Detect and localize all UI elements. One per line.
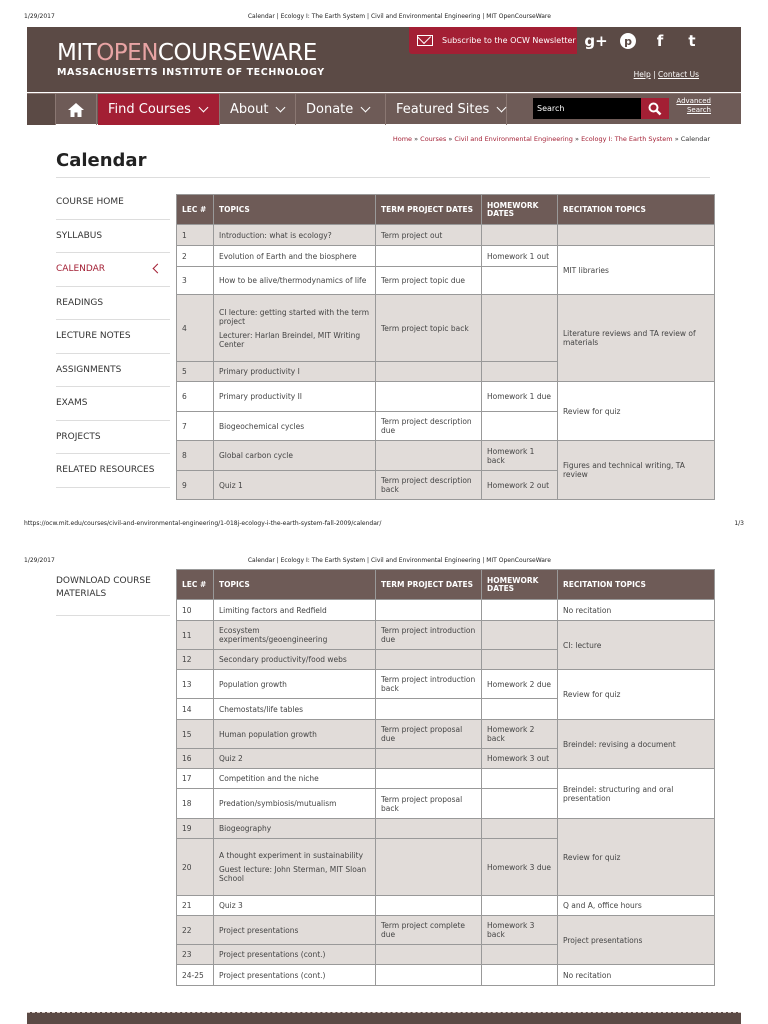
nav-donate[interactable] bbox=[296, 94, 386, 125]
chevron-down-icon bbox=[276, 103, 286, 113]
home-button[interactable] bbox=[55, 94, 97, 125]
col-header: RECITATION TOPICS bbox=[558, 195, 715, 225]
chevron-down-icon bbox=[497, 103, 507, 113]
rec-cell: No recitation bbox=[558, 965, 715, 986]
table-row bbox=[177, 916, 715, 945]
sidebar-item-lecture-notes[interactable] bbox=[56, 320, 170, 354]
rec-cell bbox=[558, 225, 715, 246]
facebook-icon[interactable]: f bbox=[656, 31, 664, 50]
sidebar-item-label: CALENDAR bbox=[56, 264, 106, 275]
lec-cell: 4 bbox=[177, 295, 214, 362]
breadcrumb-current: Calendar bbox=[680, 135, 710, 143]
project-cell: Term project introduction due bbox=[376, 621, 482, 650]
advanced-line1: Advanced bbox=[676, 97, 711, 105]
logo-courseware: COURSEWARE bbox=[157, 40, 317, 66]
topic-line: Lecturer: Harlan Breindel, MIT Writing Center bbox=[219, 330, 361, 349]
hw-cell: Homework 3 out bbox=[482, 749, 558, 769]
nav-donate-label: Donate bbox=[306, 102, 354, 117]
nav-about[interactable] bbox=[220, 94, 296, 125]
lec-cell: 24-25 bbox=[177, 965, 214, 986]
main-nav bbox=[27, 93, 741, 124]
pinterest-icon[interactable] bbox=[613, 27, 643, 54]
project-cell bbox=[376, 699, 482, 720]
project-cell: Term project topic due bbox=[376, 267, 482, 295]
print-page: 1/3 bbox=[734, 520, 744, 527]
topic-cell: Ecosystem experiments/geoengineering bbox=[214, 621, 376, 650]
breadcrumb-sep: » bbox=[674, 135, 679, 143]
contact-link[interactable]: Contact Us bbox=[658, 70, 699, 79]
lec-cell: 3 bbox=[177, 267, 214, 295]
breadcrumb-sep: » bbox=[575, 135, 579, 143]
page-title: Calendar bbox=[56, 150, 147, 171]
project-cell: Term project proposal due bbox=[376, 720, 482, 749]
topic-cell: Predation/symbiosis/mutualism bbox=[214, 789, 376, 819]
table-row bbox=[177, 720, 715, 749]
table-row bbox=[177, 769, 715, 789]
sidebar-item-related-resources[interactable] bbox=[56, 454, 170, 488]
col-header: TOPICS bbox=[214, 570, 376, 600]
site-header bbox=[27, 27, 741, 92]
topic-cell bbox=[214, 295, 376, 362]
topic-cell: Quiz 3 bbox=[214, 896, 376, 916]
sidebar-item-label: PROJECTS bbox=[56, 431, 101, 442]
rec-cell: Figures and technical writing, TA review bbox=[558, 441, 715, 500]
sidebar-item-label: DOWNLOAD COURSE MATERIALS bbox=[56, 576, 151, 599]
print-url: https://ocw.mit.edu/courses/civil-and-environmental-engineering/1-018j-ecology-i-the-earth-system-fall-2009/calendar/ bbox=[24, 520, 382, 527]
table-row bbox=[177, 896, 715, 916]
hw-cell bbox=[482, 789, 558, 819]
project-cell: Term project introduction back bbox=[376, 670, 482, 699]
hw-cell bbox=[482, 699, 558, 720]
hw-cell: Homework 2 due bbox=[482, 670, 558, 699]
topic-cell: Limiting factors and Redfield bbox=[214, 600, 376, 621]
project-cell bbox=[376, 839, 482, 896]
topic-cell: Quiz 1 bbox=[214, 471, 376, 500]
project-cell: Term project out bbox=[376, 225, 482, 246]
topic-cell: Evolution of Earth and the biosphere bbox=[214, 246, 376, 267]
help-separator: | bbox=[653, 70, 656, 79]
google-plus-icon[interactable]: g+ bbox=[584, 31, 608, 50]
project-cell bbox=[376, 749, 482, 769]
project-cell bbox=[376, 819, 482, 839]
topic-cell: Project presentations (cont.) bbox=[214, 945, 376, 965]
print-title: Calendar | Ecology I: The Earth System | Civil and Environmental Engineering | MIT OpenCourseWare bbox=[247, 13, 551, 20]
sidebar-item-label: EXAMS bbox=[56, 398, 88, 409]
topic-cell: Chemostats/life tables bbox=[214, 699, 376, 720]
nav-about-label: About bbox=[230, 102, 269, 117]
project-cell: Term project description due bbox=[376, 412, 482, 441]
breadcrumb-sep: » bbox=[448, 135, 453, 143]
breadcrumb-dept[interactable]: Civil and Environmental Engineering bbox=[454, 135, 573, 143]
search-icon bbox=[648, 102, 662, 116]
hw-cell bbox=[482, 819, 558, 839]
project-cell bbox=[376, 896, 482, 916]
col-header: LEC # bbox=[177, 195, 214, 225]
lec-cell: 11 bbox=[177, 621, 214, 650]
title-divider bbox=[56, 177, 710, 178]
twitter-icon[interactable]: t bbox=[688, 31, 696, 50]
table-row bbox=[177, 382, 715, 412]
sidebar-item-readings[interactable] bbox=[56, 287, 170, 321]
project-cell bbox=[376, 945, 482, 965]
rec-cell: Literature reviews and TA review of materials bbox=[558, 295, 715, 382]
rec-cell: Breindel: structuring and oral presentation bbox=[558, 769, 715, 819]
table-row bbox=[177, 621, 715, 650]
print-footer bbox=[24, 520, 744, 527]
calendar-table-continued bbox=[176, 569, 715, 986]
hw-cell: Homework 3 back bbox=[482, 916, 558, 945]
project-cell bbox=[376, 382, 482, 412]
project-cell: Term project description back bbox=[376, 471, 482, 500]
sidebar-item-label: ASSIGNMENTS bbox=[56, 364, 122, 375]
hw-cell bbox=[482, 965, 558, 986]
logo-subtitle: MASSACHUSETTS INSTITUTE OF TECHNOLOGY bbox=[57, 67, 325, 78]
project-cell bbox=[376, 441, 482, 471]
project-cell bbox=[376, 246, 482, 267]
project-cell bbox=[376, 965, 482, 986]
course-sidebar-continued bbox=[56, 575, 170, 616]
topic-cell: Primary productivity II bbox=[214, 382, 376, 412]
col-header: RECITATION TOPICS bbox=[558, 570, 715, 600]
topic-cell: Global carbon cycle bbox=[214, 441, 376, 471]
lec-cell: 18 bbox=[177, 789, 214, 819]
calendar-table bbox=[176, 194, 715, 500]
rec-cell: Q and A, office hours bbox=[558, 896, 715, 916]
ocw-logo[interactable] bbox=[57, 41, 325, 78]
nav-find-courses[interactable] bbox=[98, 94, 220, 125]
print-title: Calendar | Ecology I: The Earth System | Civil and Environmental Engineering | MIT OpenCourseWare bbox=[247, 557, 551, 564]
rec-cell: Breindel: revising a document bbox=[558, 720, 715, 769]
project-cell bbox=[376, 650, 482, 670]
col-header: TOPICS bbox=[214, 195, 376, 225]
sidebar-item-label: LECTURE NOTES bbox=[56, 331, 131, 342]
breadcrumb-sep: » bbox=[414, 135, 419, 143]
topic-line: Guest lecture: John Sterman, MIT Sloan School bbox=[219, 865, 367, 883]
table-row bbox=[177, 670, 715, 699]
table-row bbox=[177, 819, 715, 839]
chevron-down-icon bbox=[361, 103, 371, 113]
sidebar-item-label: RELATED RESOURCES bbox=[56, 465, 155, 476]
hw-cell bbox=[482, 896, 558, 916]
topic-cell: Project presentations (cont.) bbox=[214, 965, 376, 986]
col-header: LEC # bbox=[177, 570, 214, 600]
topic-line: CI lecture: getting started with the term project bbox=[219, 307, 370, 326]
print-date: 1/29/2017 bbox=[24, 557, 55, 564]
lec-cell: 5 bbox=[177, 362, 214, 382]
newsletter-button[interactable] bbox=[409, 27, 577, 54]
topic-cell: Biogeography bbox=[214, 819, 376, 839]
table-row bbox=[177, 295, 715, 362]
rec-cell: CI: lecture bbox=[558, 621, 715, 670]
sidebar-item-label: COURSE HOME bbox=[56, 197, 124, 208]
lec-cell: 9 bbox=[177, 471, 214, 500]
home-icon bbox=[67, 102, 85, 118]
logo-open: OPEN bbox=[96, 40, 158, 66]
advanced-line2: Search bbox=[686, 106, 711, 114]
lec-cell: 20 bbox=[177, 839, 214, 896]
lec-cell: 6 bbox=[177, 382, 214, 412]
col-header: TERM PROJECT DATES bbox=[376, 570, 482, 600]
project-cell bbox=[376, 362, 482, 382]
topic-cell: Secondary productivity/food webs bbox=[214, 650, 376, 670]
table-row bbox=[177, 965, 715, 986]
lec-cell: 22 bbox=[177, 916, 214, 945]
help-links bbox=[634, 70, 699, 79]
table-header-row bbox=[177, 570, 715, 600]
nav-find-courses-label: Find Courses bbox=[108, 102, 191, 117]
lec-cell: 10 bbox=[177, 600, 214, 621]
breadcrumb-courses[interactable]: Courses bbox=[420, 135, 447, 143]
topic-cell: Biogeochemical cycles bbox=[214, 412, 376, 441]
hw-cell: Homework 1 out bbox=[482, 246, 558, 267]
lec-cell: 2 bbox=[177, 246, 214, 267]
sidebar-item-exams[interactable] bbox=[56, 387, 170, 421]
col-header: HOMEWORK DATES bbox=[482, 570, 558, 600]
sidebar-item-assignments[interactable] bbox=[56, 354, 170, 388]
lec-cell: 23 bbox=[177, 945, 214, 965]
project-cell bbox=[376, 600, 482, 621]
rec-cell: No recitation bbox=[558, 600, 715, 621]
project-cell: Term project topic back bbox=[376, 295, 482, 362]
hw-cell bbox=[482, 769, 558, 789]
hw-cell bbox=[482, 295, 558, 362]
envelope-icon bbox=[417, 35, 433, 46]
topic-cell: Primary productivity I bbox=[214, 362, 376, 382]
lec-cell: 14 bbox=[177, 699, 214, 720]
topic-cell bbox=[214, 839, 376, 896]
course-sidebar bbox=[56, 186, 170, 488]
breadcrumb-home[interactable]: Home bbox=[392, 135, 413, 143]
newsletter-label: Subscribe to the OCW Newsletter bbox=[442, 36, 576, 45]
sidebar-item-label: SYLLABUS bbox=[56, 230, 103, 241]
hw-cell: Homework 1 back bbox=[482, 441, 558, 471]
print-header bbox=[24, 557, 744, 564]
col-header: HOMEWORK DATES bbox=[482, 195, 558, 225]
sidebar-item-download[interactable] bbox=[56, 575, 170, 616]
rec-cell: MIT libraries bbox=[558, 246, 715, 295]
nav-featured-label: Featured Sites bbox=[396, 102, 490, 117]
project-cell bbox=[376, 769, 482, 789]
hw-cell: Homework 2 back bbox=[482, 720, 558, 749]
sidebar-item-label: READINGS bbox=[56, 297, 104, 308]
lec-cell: 12 bbox=[177, 650, 214, 670]
sidebar-item-projects[interactable] bbox=[56, 421, 170, 455]
project-cell: Term project complete due bbox=[376, 916, 482, 945]
topic-cell: Project presentations bbox=[214, 916, 376, 945]
table-row bbox=[177, 600, 715, 621]
chevron-left-icon bbox=[153, 264, 163, 274]
table-row bbox=[177, 246, 715, 267]
project-cell: Term project proposal back bbox=[376, 789, 482, 819]
svg-text:p: p bbox=[624, 34, 632, 48]
help-link[interactable]: Help bbox=[633, 70, 651, 79]
lec-cell: 13 bbox=[177, 670, 214, 699]
table-header-row bbox=[177, 195, 715, 225]
hw-cell: Homework 2 out bbox=[482, 471, 558, 500]
topic-cell: Quiz 2 bbox=[214, 749, 376, 769]
hw-cell bbox=[482, 621, 558, 650]
lec-cell: 15 bbox=[177, 720, 214, 749]
topic-cell: How to be alive/thermodynamics of life bbox=[214, 267, 376, 295]
advanced-search-link[interactable] bbox=[673, 97, 711, 115]
topic-cell: Population growth bbox=[214, 670, 376, 699]
lec-cell: 21 bbox=[177, 896, 214, 916]
lec-cell: 8 bbox=[177, 441, 214, 471]
lec-cell: 7 bbox=[177, 412, 214, 441]
rec-cell: Review for quiz bbox=[558, 382, 715, 441]
sidebar-item-calendar[interactable] bbox=[56, 253, 170, 287]
hw-cell bbox=[482, 650, 558, 670]
print-date: 1/29/2017 bbox=[24, 13, 55, 20]
rec-cell: Review for quiz bbox=[558, 819, 715, 896]
hw-cell: Homework 1 due bbox=[482, 382, 558, 412]
lec-cell: 16 bbox=[177, 749, 214, 769]
table-row bbox=[177, 441, 715, 471]
hw-cell bbox=[482, 600, 558, 621]
sidebar-item-course-home[interactable] bbox=[56, 186, 170, 220]
hw-cell bbox=[482, 225, 558, 246]
rec-cell: Project presentations bbox=[558, 916, 715, 965]
nav-spacer bbox=[27, 94, 55, 125]
chevron-down-icon bbox=[198, 103, 208, 113]
hw-cell bbox=[482, 945, 558, 965]
breadcrumb-course[interactable]: Ecology I: The Earth System bbox=[581, 135, 673, 143]
lec-cell: 17 bbox=[177, 769, 214, 789]
search-button[interactable] bbox=[641, 98, 669, 119]
lec-cell: 1 bbox=[177, 225, 214, 246]
table-row bbox=[177, 225, 715, 246]
lec-cell: 19 bbox=[177, 819, 214, 839]
col-header: TERM PROJECT DATES bbox=[376, 195, 482, 225]
logo-mit: MIT bbox=[57, 40, 97, 66]
hw-cell: Homework 3 due bbox=[482, 839, 558, 896]
nav-featured-sites[interactable] bbox=[386, 94, 507, 125]
topic-cell: Introduction: what is ecology? bbox=[214, 225, 376, 246]
hw-cell bbox=[482, 412, 558, 441]
hw-cell bbox=[482, 362, 558, 382]
print-header bbox=[24, 13, 744, 20]
breadcrumb bbox=[393, 135, 710, 143]
topic-cell: Human population growth bbox=[214, 720, 376, 749]
hw-cell bbox=[482, 267, 558, 295]
topic-line: A thought experiment in sustainability bbox=[219, 851, 364, 860]
sidebar-item-syllabus[interactable] bbox=[56, 220, 170, 254]
topic-cell: Competition and the niche bbox=[214, 769, 376, 789]
rec-cell: Review for quiz bbox=[558, 670, 715, 720]
footer-bar bbox=[27, 1012, 741, 1024]
